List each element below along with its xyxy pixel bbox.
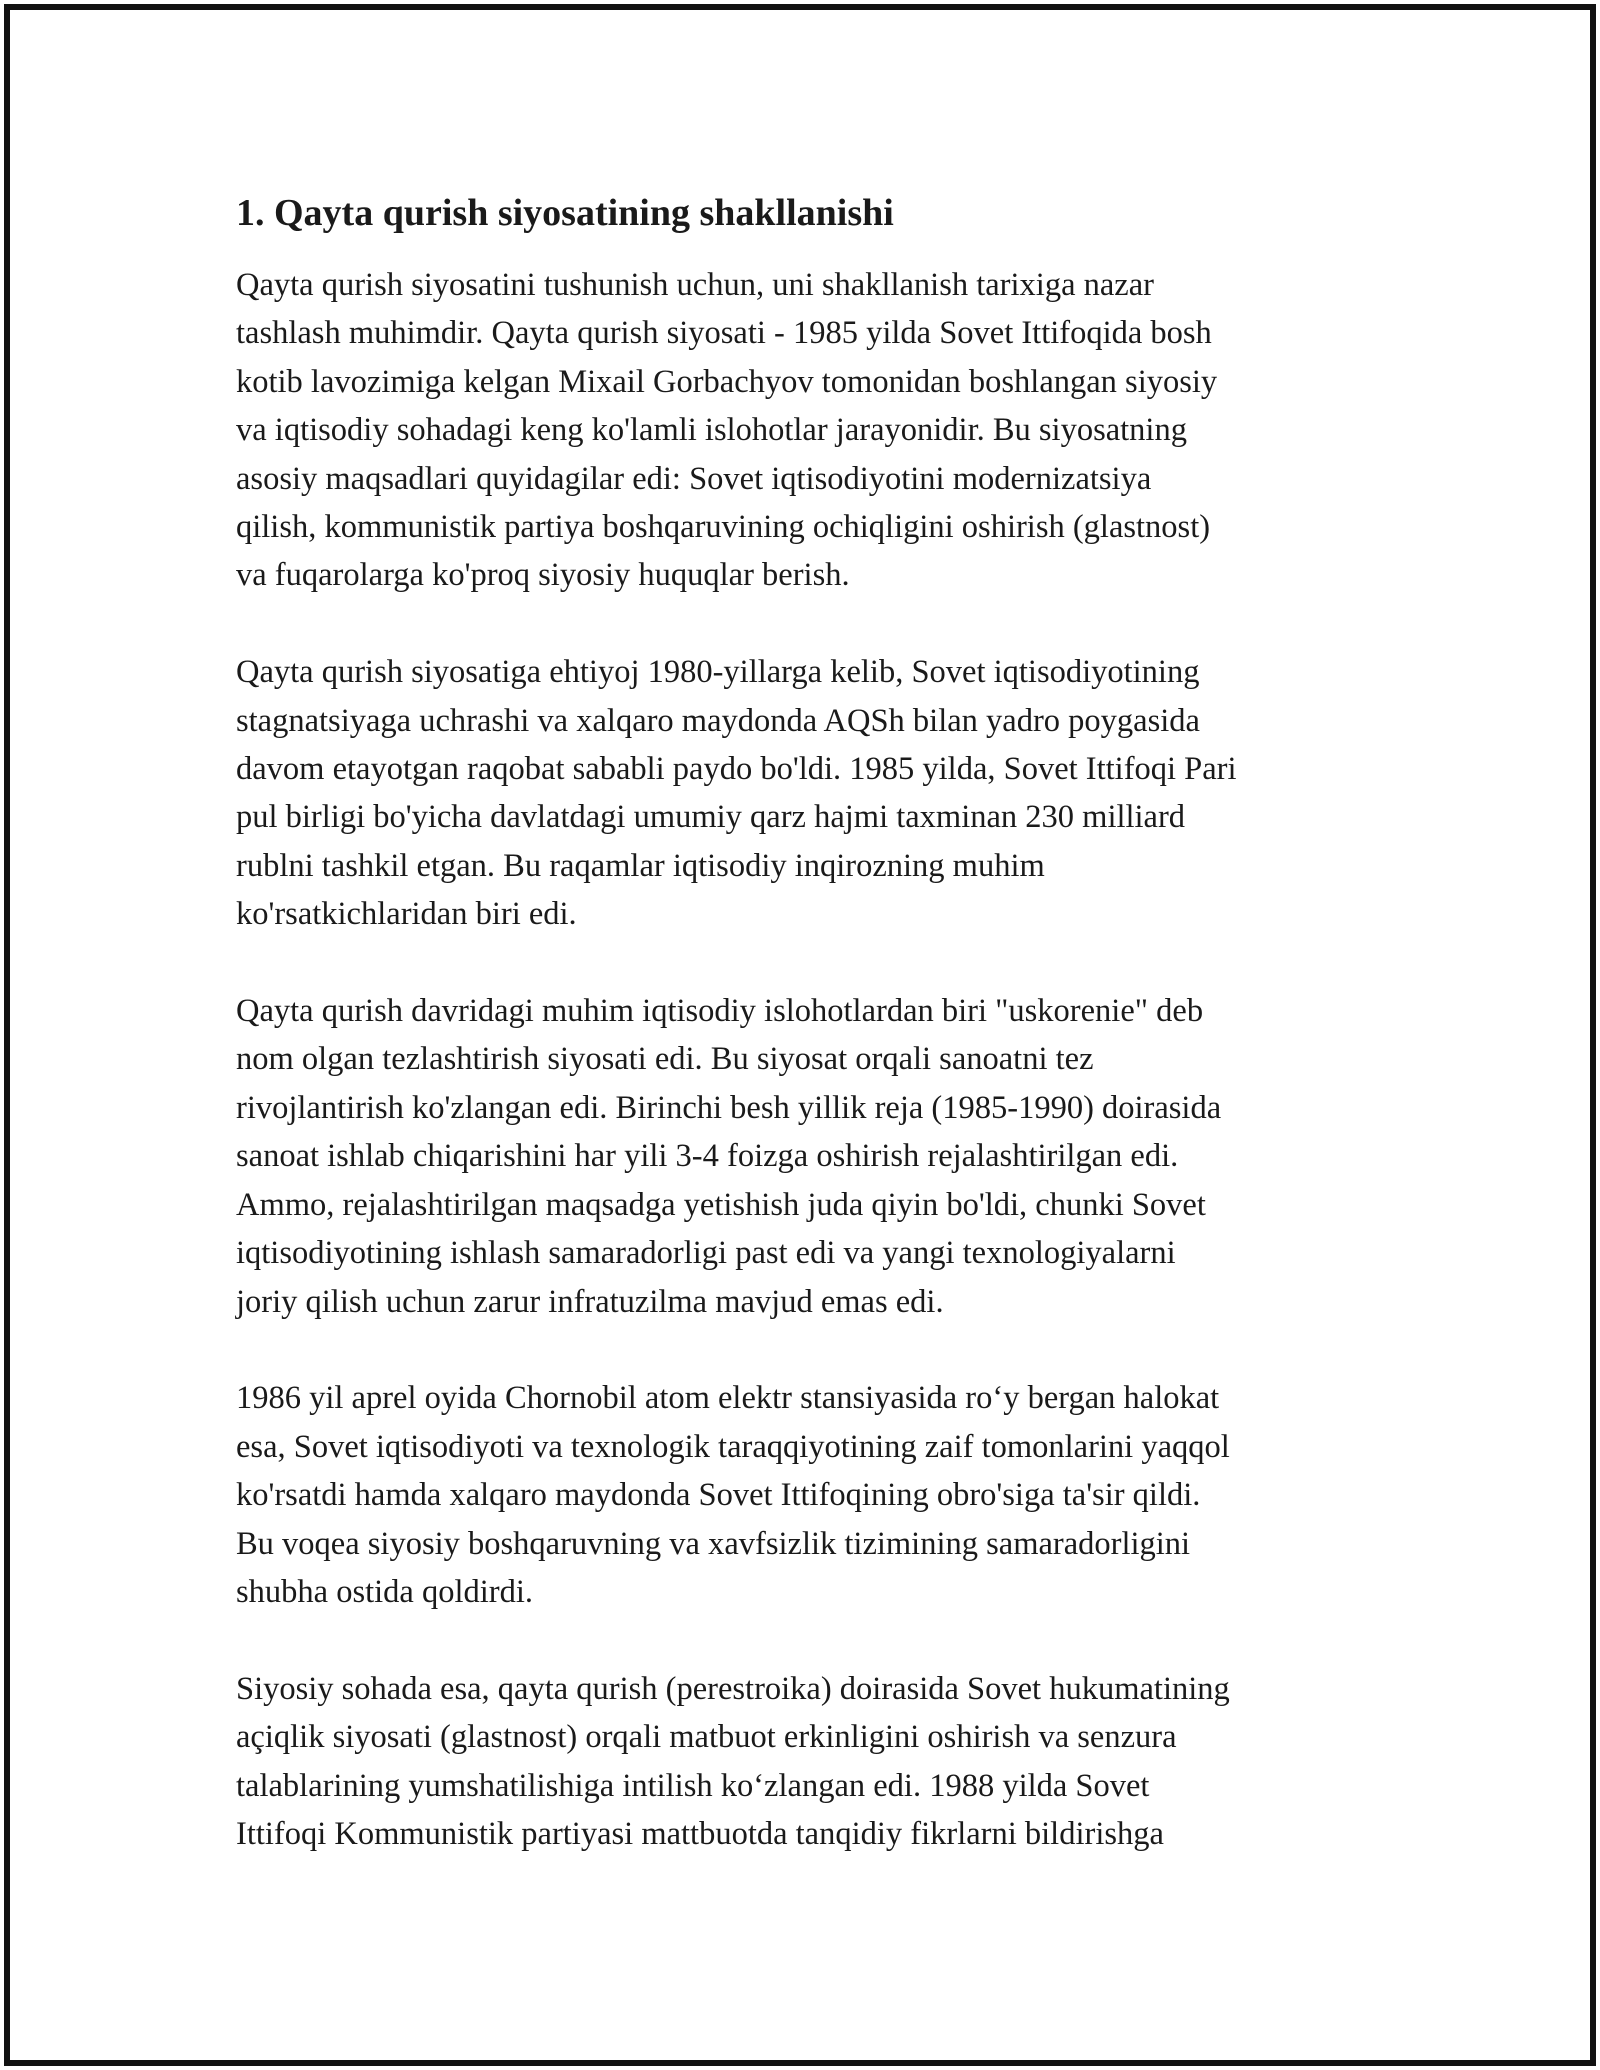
section-heading: 1. Qayta qurish siyosatining shakllanishi — [236, 192, 894, 234]
paragraph-5: Siyosiy sohada esa, qayta qurish (perestroika) doirasida Sovet hukumatining açiqlik siyosati (glastnost) orqali matbuot erkinligini oshirish va senzura talablarining yumshatilishiga intilish ko‘zlangan edi. 1988 yilda Sovet Ittifoqi Kommunistik partiyasi mattbuotda tanqidiy fikrlarni bildirishga — [236, 1670, 1230, 1852]
paragraph-3: Qayta qurish davridagi muhim iqtisodiy islohotlardan biri "uskorenie" deb nom olgan tezlashtirish siyosati edi. Bu siyosat orqali sanoatni tez rivojlantirish ko'zlangan edi. Birinchi besh yillik reja (1985-1990) doirasida sanoat ishlab chiqarishini har yili 3-4 foizga oshirish rejalashtirilgan edi. Ammo, rejalashtirilgan maqsadga yetishish juda qiyin bo'ldi, chunki Sovet iqtisodiyotining ishlash samaradorligi past edi va yangi texnologiyalarni joriy qilish uchun zarur infratuzilma mavjud emas edi. — [236, 993, 1222, 1320]
paragraph-4: 1986 yil aprel oyida Chornobil atom elektr stansiyasida ro‘y bergan halokat esa, Sovet iqtisodiyoti va texnologik taraqqiyotining zaif tomonlarini yaqqol ko'rsatdi hamda xalqaro maydonda Sovet Ittifoqining obro'siga ta'sir qildi. Bu voqea siyosiy boshqaruvning va xavfsizlik tizimining samaradorligini shubha ostida qoldirdi. — [236, 1380, 1230, 1610]
document-body — [236, 185, 1366, 1907]
paragraph-2: Qayta qurish siyosatiga ehtiyoj 1980-yillarga kelib, Sovet iqtisodiyotining stagnatsiyaga uchrashi va xalqaro maydonda AQSh bilan yadro poygasida davom etayotgan raqobat sababli paydo bo'ldi. 1985 yilda, Sovet Ittifoqi Pari pul birligi bo'yicha davlatdagi umumiy qarz hajmi taxminan 230 milliard rublni tashkil etgan. Bu raqamlar iqtisodiy inqirozning muhim ko'rsatkichlaridan biri edi. — [236, 654, 1237, 933]
paragraph-1: Qayta qurish siyosatini tushunish uchun, uni shakllanish tarixiga nazar tashlash muhimdir. Qayta qurish siyosati - 1985 yilda Sovet Ittifoqida bosh kotib lavozimiga kelgan Mixail Gorbachyov tomonidan boshlangan siyosiy va iqtisodiy sohadagi keng ko'lamli islohotlar jarayonidir. Bu siyosatning asosiy maqsadlari quyidagilar edi: Sovet iqtisodiyotini modernizatsiya qilish, kommunistik partiya boshqaruvining ochiqligini oshirish (glastnost) va fuqarolarga ko'proq siyosiy huquqlar berish. — [236, 267, 1218, 594]
